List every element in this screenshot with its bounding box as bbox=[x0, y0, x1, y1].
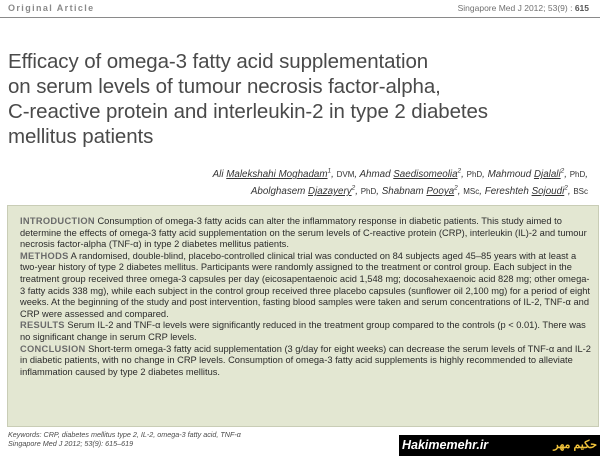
title-line: on serum levels of tumour necrosis factor-alpha, bbox=[8, 75, 441, 98]
author-degree: PhD bbox=[360, 187, 377, 197]
author-separator: , bbox=[585, 169, 588, 181]
author-list bbox=[68, 165, 588, 199]
page-number: 615 bbox=[574, 3, 589, 13]
watermark-persian: حکیم مهر bbox=[553, 439, 597, 451]
section-heading: CONCLUSION bbox=[20, 343, 86, 354]
author-first-name: Abolghasem bbox=[250, 186, 309, 198]
author-separator: , bbox=[479, 186, 482, 198]
section-heading: RESULTS bbox=[20, 320, 65, 331]
author-separator: , bbox=[354, 169, 358, 181]
author-first-name: Ali bbox=[212, 169, 227, 181]
author-last-name: Djazayery bbox=[308, 186, 352, 198]
author-degree: PhD bbox=[569, 170, 586, 180]
author-degree: MSc bbox=[463, 187, 480, 197]
author-last-name: Sojoudi bbox=[531, 186, 565, 198]
section-heading: METHODS bbox=[20, 250, 69, 261]
author-degree: BSc bbox=[573, 187, 588, 197]
title-line: C-reactive protein and interleukin-2 in type 2 diabetes bbox=[8, 100, 488, 123]
author-separator: , bbox=[376, 186, 379, 198]
watermark-site: Hakimemehr.ir bbox=[402, 438, 489, 452]
journal-reference bbox=[458, 3, 589, 13]
article-title bbox=[8, 49, 588, 149]
author: Mahmoud Djalali$^2$, PhD, bbox=[487, 168, 588, 181]
section-text: Consumption of omega-3 fatty acids can alter the inflammatory response in diabetic patients. This study aimed to determine the effects of omega-3 fatty acid supplementation on the serum levels of C-reactive protein (CRP), interleukin (IL)-2 and tumour necrosis factor-alpha (TNF-α) in type 2 diabetes mellitus patients. bbox=[20, 216, 587, 250]
keywords-block bbox=[8, 430, 241, 449]
abstract-introduction bbox=[20, 216, 591, 251]
section-text: Short-term omega-3 fatty acid supplementation (3 g/day for eight weeks) can decrease the serum levels of TNF-α and IL-2 in diabetic patients, with no change in CRP levels. Consumption of omega-3 fatty acid supplements is highly recommended to alleviate inflammation caused by type 2 diabetes mellitus. bbox=[20, 343, 591, 377]
author: Ali Malekshahi Moghadam$^1$, DVM, bbox=[212, 168, 358, 181]
section-heading: INTRODUCTION bbox=[20, 216, 95, 226]
section-text: A randomised, double-blind, placebo-controlled clinical trial was conducted on 84 subjects aged 45–85 years with at least a two-year history of type 2 diabetes mellitus. Participants were randomly assigned to the treatment or control group. Each subject in the treatment group received three omega-3 capsules per day (eicosapentaenoic acid 1,548 mg; docosahexaenoic acid 828 mg; other omega-3 fatty acids 338 mg), while each subject in the control group received three placebo capsules (sunflower oil 2,100 mg) for a period of eight weeks. At the beginning of the study and post intervention, fasting blood samples were taken and serum concentrations of IL-2, TNF-α and CRP were assessed and compared. bbox=[20, 250, 591, 319]
author: Fereshteh Sojoudi$^2$, BSc bbox=[484, 184, 588, 198]
abstract-results bbox=[20, 320, 591, 343]
page-header bbox=[0, 0, 600, 18]
author-last-name: Saedisomeolia bbox=[393, 169, 458, 181]
author-degree: PhD bbox=[466, 170, 483, 180]
author-affiliation: 2 bbox=[457, 168, 462, 175]
author-degree: DVM bbox=[336, 170, 355, 180]
site-watermark bbox=[399, 435, 600, 456]
journal-citation: Singapore Med J 2012; 53(9) : bbox=[457, 3, 573, 13]
author-affiliation: 2 bbox=[560, 168, 565, 175]
author-last-name: Djalali bbox=[533, 169, 561, 181]
citation-line: Singapore Med J 2012; 53(9): 615–619 bbox=[8, 439, 134, 449]
author-affiliation: 2 bbox=[351, 184, 356, 192]
author: Shabnam Pooya$^2$, MSc, bbox=[381, 184, 482, 198]
author-first-name: Mahmoud bbox=[487, 169, 534, 181]
author: Abolghasem Djazayery$^2$, PhD, bbox=[250, 184, 379, 198]
author-last-name: Malekshahi Moghadam bbox=[226, 169, 328, 181]
author-first-name: Ahmad bbox=[359, 169, 394, 181]
section-text: Serum IL-2 and TNF-α levels were significantly reduced in the treatment group compared to the controls (p < 0.01). There was no significant change in serum CRP levels. bbox=[20, 320, 586, 342]
author-affiliation: 2 bbox=[454, 184, 458, 192]
keywords-line: Keywords: CRP, diabetes mellitus type 2, IL-2, omega-3 fatty acid, TNF-α bbox=[8, 430, 241, 439]
author-first-name: Shabnam bbox=[381, 186, 427, 198]
author-last-name: Pooya bbox=[426, 186, 455, 198]
abstract-methods bbox=[20, 251, 591, 321]
author-affiliation: 1 bbox=[327, 168, 332, 175]
section-label: Original Article bbox=[8, 3, 95, 13]
author-separator: , bbox=[482, 169, 485, 181]
author: Ahmad Saedisomeolia$^2$, PhD, bbox=[359, 168, 485, 181]
abstract-conclusion bbox=[20, 344, 591, 379]
abstract-box bbox=[7, 205, 599, 427]
author-affiliation: 2 bbox=[564, 184, 568, 192]
title-line: mellitus patients bbox=[8, 125, 154, 148]
author-first-name: Fereshteh bbox=[484, 186, 532, 198]
title-line: Efficacy of omega-3 fatty acid supplementation bbox=[8, 50, 429, 73]
